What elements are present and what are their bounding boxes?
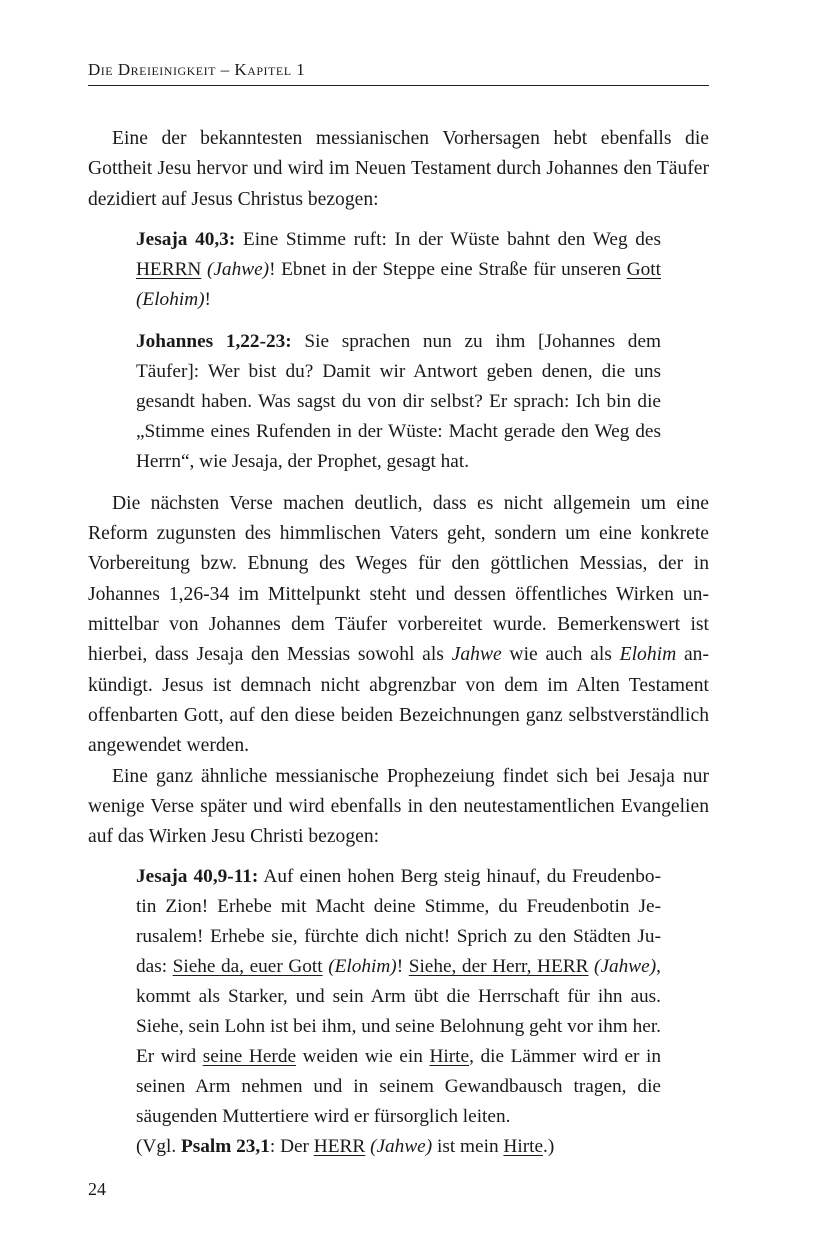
- underlined-word: HERRN: [136, 258, 202, 280]
- quote-johannes-1-22-23: [136, 327, 661, 477]
- italic-term: (Elohim): [328, 956, 397, 978]
- italic-term: Elohim: [619, 644, 677, 666]
- paragraph-text: Die nächsten Verse machen deutlich, dass es nicht allgemein um eine Reform zugunsten des himmlischen Vaters geht, sondern um eine konkrete Vorbereitung bzw. Ebnung des Weges für den göttlichen Messias, der in Johannes 1,26-34 im Mittelpunkt steht und dessen öffentliches Wirken unmittelbar von Johannes dem Täufer vorbereitet wurde. Bemerkenswert ist hierbei, dass Jesaja den Messias sowohl als: [88, 492, 709, 666]
- verse-reference: Jesaja 40,3:: [136, 228, 236, 250]
- scripture-block-2: [136, 862, 661, 1162]
- quote-text: !: [204, 288, 211, 310]
- quote-text: Auf einen hohen Berg steig hinauf, du Freudenbotin Zion! Erhebe mit Macht deine Stimme, du Freudenbotin Jerusalem! Erhebe sie, fürchte dich nicht! Sprich zu den Städten Judas:: [136, 866, 661, 978]
- cross-reference-text: ist mein: [432, 1136, 504, 1158]
- page-body: [88, 124, 709, 1174]
- underlined-word: Gott: [626, 258, 661, 280]
- quote-text: , kommt als Starker, und sein Arm übt die Herrschaft für ihn aus. Siehe, sein Lohn ist bei ihm, und seine Belohnung geht vor ihm her. Er wird: [136, 956, 661, 1068]
- italic-term: (Jahwe): [370, 1136, 433, 1158]
- cross-reference-text: .): [543, 1136, 555, 1158]
- cross-reference-text: : Der: [269, 1136, 314, 1158]
- verse-reference: Jesaja 40,9-11:: [136, 866, 259, 888]
- underlined-phrase: Siehe da, euer Gott: [172, 956, 323, 978]
- body-paragraph-2: [88, 489, 709, 762]
- running-title: Die Dreieinigkeit – Kapitel 1: [88, 60, 306, 79]
- italic-term: Jahwe: [451, 644, 502, 666]
- paragraph-text: ankündigt. Jesus ist demnach nicht abgrenzbar von dem im Alten Testament offenbarten Gott, auf den diese beiden Bezeichnungen ganz selbstverständlich angewendet werden.: [88, 644, 709, 757]
- underlined-word: HERR: [313, 1136, 366, 1158]
- quote-text: , die Lämmer wird er in seinen Arm nehmen und in seinem Gewandbausch tragen, die säugenden Muttertiere wird er fürsorglich leiten.: [136, 1046, 662, 1128]
- verse-reference: Johannes 1,22-23:: [136, 330, 292, 352]
- quote-jesaja-40-9-11: [136, 862, 661, 1162]
- quote-text: weiden wie ein: [296, 1046, 430, 1068]
- quote-text: Eine Stimme ruft: In der Wüste bahnt den Weg des: [235, 228, 661, 250]
- quote-text: !: [396, 956, 409, 978]
- quote-text: Sie sprachen nun zu ihm [Johannes dem Täufer]: Wer bist du? Damit wir Antwort geben denen, die uns gesandt haben. Was sagst du von dir selbst? Er sprach: Ich bin die „Stimme eines Rufenden in der Wüste: Macht gerade den Weg des Herrn“, wie Jesaja, der Prophet, gesagt hat.: [136, 330, 661, 472]
- verse-reference: Psalm 23,1: [180, 1136, 270, 1158]
- scripture-block-1: [136, 225, 661, 477]
- cross-reference-text: (Vgl.: [136, 1136, 181, 1158]
- italic-term: (Jahwe): [594, 956, 657, 978]
- underlined-word: Hirte: [503, 1136, 544, 1158]
- underlined-phrase: seine Herde: [202, 1046, 297, 1068]
- quote-text: ! Ebnet in der Steppe eine Straße für unseren: [269, 258, 627, 280]
- page-number: 24: [88, 1179, 106, 1199]
- italic-term: (Jahwe): [206, 258, 270, 280]
- body-paragraph-3: Eine ganz ähnliche messianische Prophezeiung findet sich bei Jesaja nur wenige Verse später und wird ebenfalls in den neutestamentlichen Evangelien auf das Wirken Jesu Christi bezogen:: [88, 765, 709, 848]
- quote-jesaja-40-3: [136, 225, 661, 315]
- body-paragraph-1: Eine der bekanntesten messianischen Vorhersagen hebt ebenfalls die Gottheit Jesu hervor und wird im Neuen Testament durch Johannes den Täufer dezidiert auf Jesus Christus bezogen:: [88, 128, 709, 210]
- underlined-word: Hirte: [429, 1046, 470, 1068]
- underlined-phrase: Siehe, der Herr, HERR: [408, 956, 589, 978]
- running-header: [88, 60, 709, 86]
- paragraph-text: wie auch als: [501, 644, 620, 666]
- italic-term: (Elohim): [136, 288, 205, 310]
